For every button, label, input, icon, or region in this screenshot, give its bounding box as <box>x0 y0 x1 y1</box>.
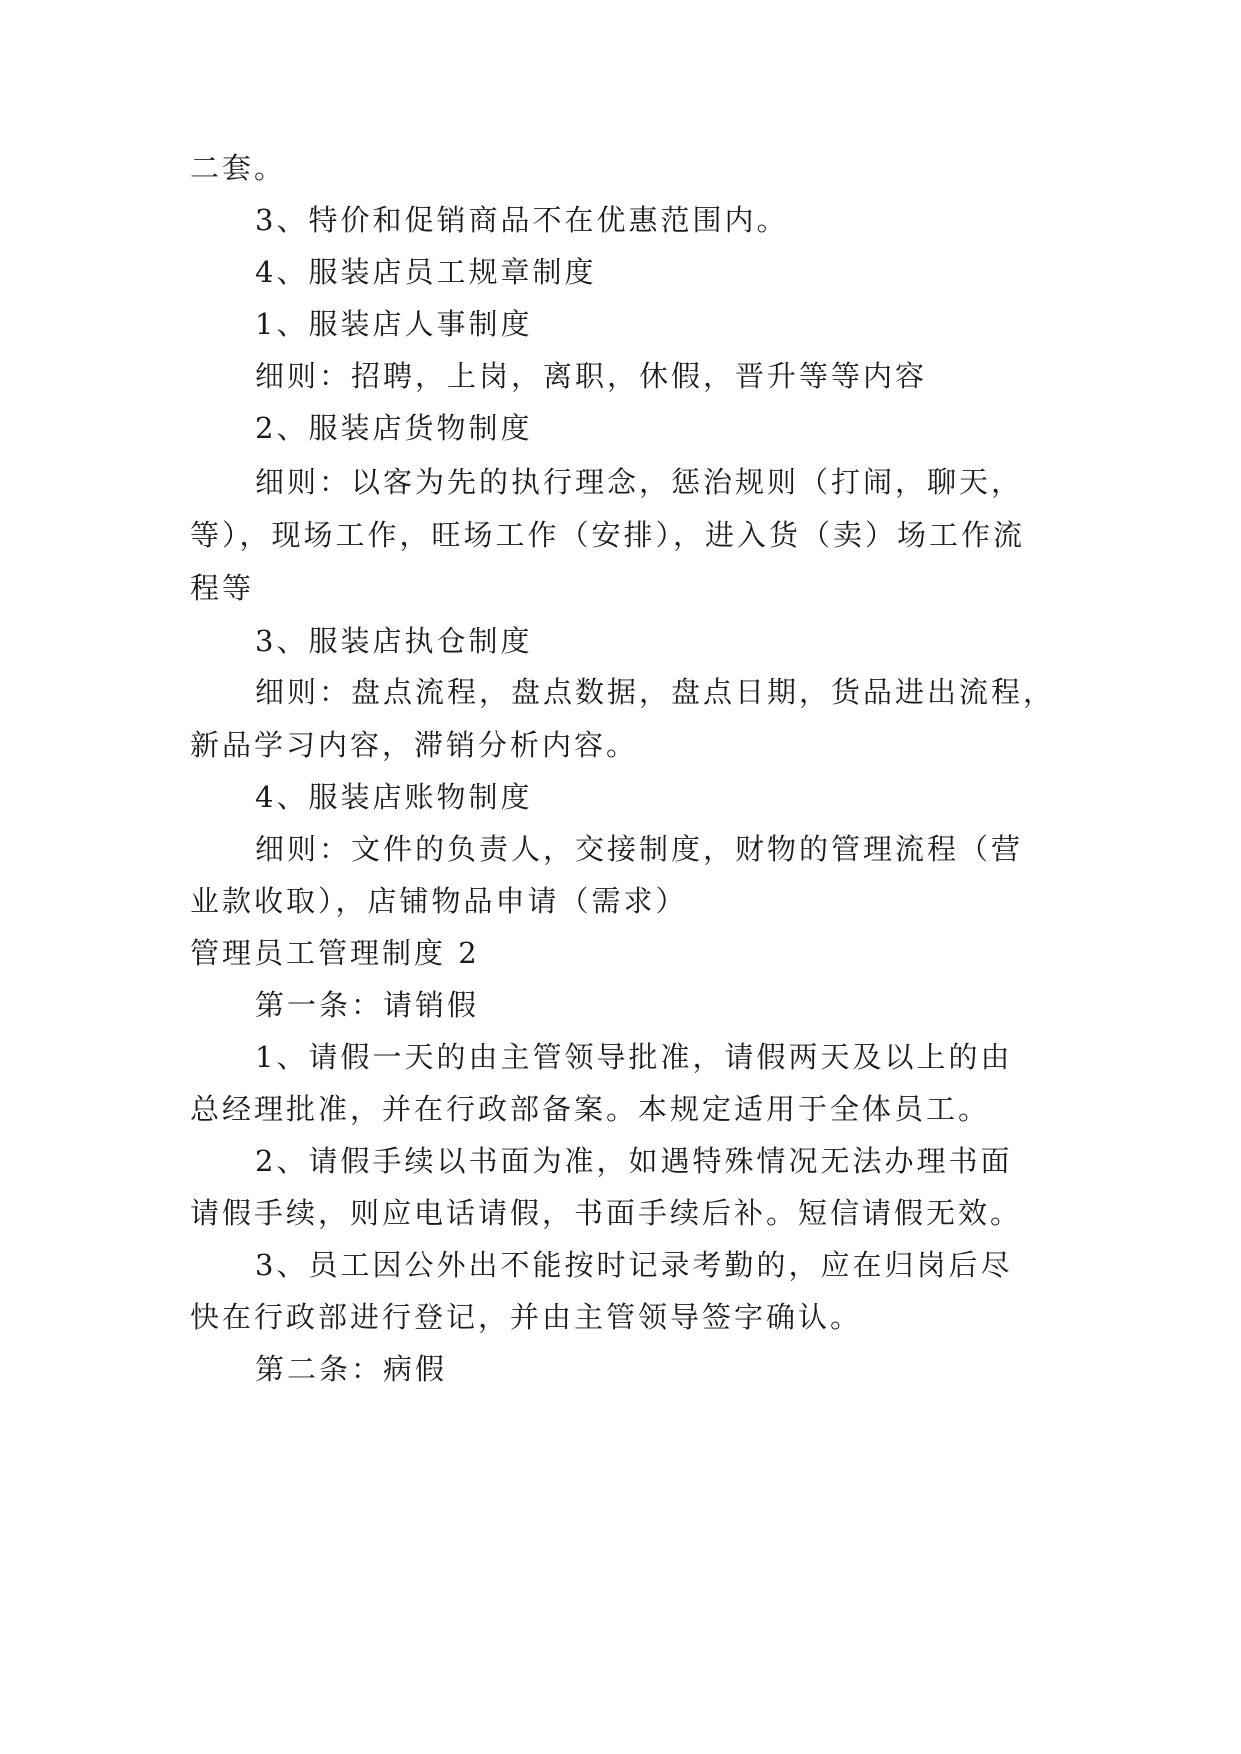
text-line: 快在行政部进行登记，并由主管领导签字确认。 <box>190 1300 863 1334</box>
text-line: 3、员工因公外出不能按时记录考勤的，应在归岗后尽 <box>255 1248 1013 1282</box>
text-line: 3、特价和促销商品不在优惠范围内。 <box>255 203 789 237</box>
article-heading: 第一条：请销假 <box>255 988 480 1022</box>
text-line: 细则：以客为先的执行理念，惩治规则（打闹，聊天， <box>255 465 1024 499</box>
text-line: 细则：招聘，上岗，离职，休假，晋升等等内容 <box>255 359 928 393</box>
text-line: 细则：盘点流程，盘点数据，盘点日期，货品进出流程， <box>255 675 1056 709</box>
text-line: 2、请假手续以书面为准，如遇特殊情况无法办理书面 <box>255 1144 1013 1178</box>
text-line: 4、服装店账物制度 <box>255 780 533 814</box>
text-line: 请假手续，则应电话请假，书面手续后补。短信请假无效。 <box>190 1196 1023 1230</box>
text-line: 业款收取），店铺物品申请（需求） <box>190 884 688 918</box>
article-heading: 第二条：病假 <box>255 1352 448 1386</box>
text-line: 新品学习内容，滞销分析内容。 <box>190 728 639 762</box>
text-line: 1、请假一天的由主管领导批准，请假两天及以上的由 <box>255 1040 1013 1074</box>
text-line: 细则：文件的负责人，交接制度，财物的管理流程（营 <box>255 832 1024 866</box>
text-line: 总经理批准，并在行政部备案。本规定适用于全体员工。 <box>190 1092 991 1126</box>
text-line: 等），现场工作，旺场工作（安排），进入货（卖）场工作流 <box>190 518 1026 552</box>
text-line: 程等 <box>190 571 255 605</box>
text-line: 1、服装店人事制度 <box>255 307 533 341</box>
section-heading: 管理员工管理制度 2 <box>190 936 480 970</box>
text-line: 2、服装店货物制度 <box>255 411 533 445</box>
text-line: 二套。 <box>190 151 287 185</box>
text-line: 4、服装店员工规章制度 <box>255 255 597 289</box>
text-line: 3、服装店执仓制度 <box>255 624 533 658</box>
